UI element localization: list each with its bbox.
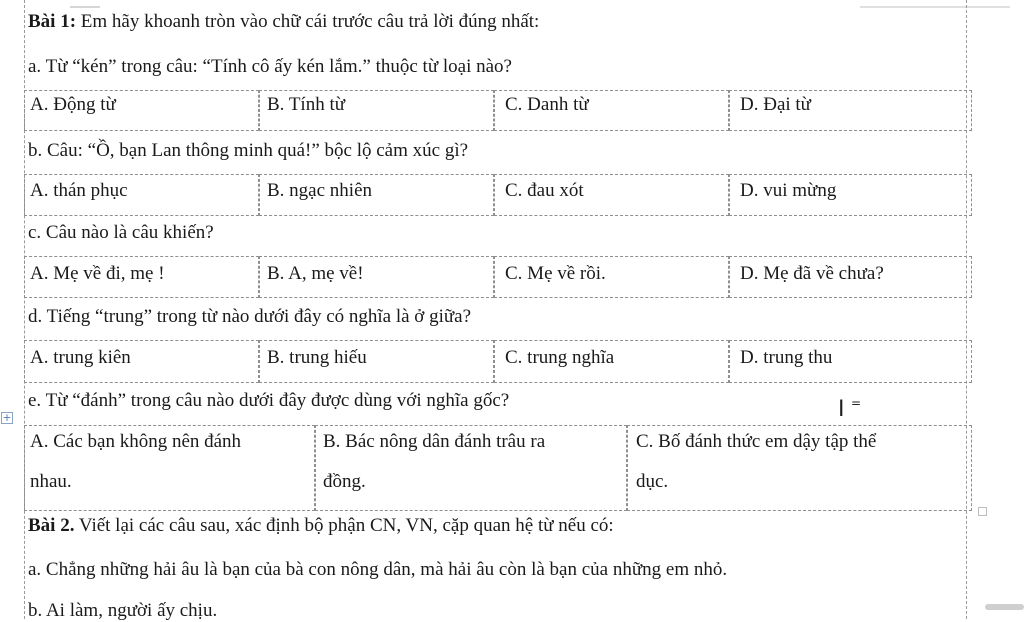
question-c-option-c-cell (494, 256, 729, 298)
exercise2-item-a: a. Chẳng những hải âu là bạn của bà con nông dân, mà hải âu còn là bạn của những em nhỏ. (28, 559, 728, 580)
question-d-option-a[interactable]: A. trung kiên (30, 347, 131, 368)
question-a-option-d-cell (729, 90, 972, 131)
question-a-option-d[interactable]: D. Đại từ (740, 94, 811, 115)
question-b-option-c[interactable]: C. đau xót (505, 180, 584, 201)
cropped-header-right (860, 0, 1010, 8)
question-d-option-a-cell (24, 340, 259, 383)
question-d-option-c[interactable]: C. trung nghĩa (505, 347, 615, 368)
question-c-option-b-cell (259, 256, 494, 298)
question-e-option-c-line2[interactable]: dục. (636, 471, 669, 492)
question-d-option-d[interactable]: D. trung thu (740, 347, 833, 368)
question-c-option-d[interactable]: D. Mẹ đã về chưa? (740, 263, 884, 284)
question-d-option-b[interactable]: B. trung hiếu (267, 347, 367, 368)
scrollbar-thumb[interactable] (985, 604, 1024, 610)
exercise1-instruction: Em hãy khoanh tròn vào chữ cái trước câu trả lời đúng nhất: (76, 11, 540, 32)
question-c-option-a-cell (24, 256, 259, 298)
question-e-text: e. Từ “đánh” trong câu nào dưới đây được dùng với nghĩa gốc? (28, 390, 510, 411)
question-d-text: d. Tiếng “trung” trong từ nào dưới đây có nghĩa là ở giữa? (28, 306, 472, 327)
question-b-option-a[interactable]: A. thán phục (30, 180, 128, 201)
question-e-option-a-cell (24, 425, 315, 511)
question-a-option-c[interactable]: C. Danh từ (505, 94, 589, 115)
question-c-option-c[interactable]: C. Mẹ về rồi. (505, 263, 606, 284)
question-c-option-b[interactable]: B. A, mẹ về! (267, 263, 364, 284)
question-b-option-d-cell (729, 174, 972, 216)
question-a-option-b-cell (259, 90, 494, 131)
question-a-option-c-cell (494, 90, 729, 131)
question-a-option-a[interactable]: A. Động từ (30, 94, 116, 115)
question-c-text: c. Câu nào là câu khiến? (28, 222, 214, 243)
question-b-option-b-cell (259, 174, 494, 216)
question-a-option-b[interactable]: B. Tính từ (267, 94, 346, 115)
exercise1-line (28, 11, 539, 33)
question-e-option-b-cell (315, 425, 627, 511)
text-cursor-icon: I (838, 397, 845, 422)
question-b-text: b. Câu: “Ồ, bạn Lan thông minh quá!” bộc lộ cảm xúc gì? (28, 140, 469, 161)
question-b-option-b[interactable]: B. ngạc nhiên (267, 180, 373, 201)
exercise2-item-b: b. Ai làm, người ấy chịu. (28, 600, 218, 621)
question-e-option-b-line2[interactable]: đồng. (323, 471, 366, 492)
question-d-option-c-cell (494, 340, 729, 383)
question-d-option-d-cell (729, 340, 972, 383)
exercise2-heading: Bài 2. (28, 515, 75, 536)
question-d-option-b-cell (259, 340, 494, 383)
question-b-option-c-cell (494, 174, 729, 216)
question-e-option-a-line2[interactable]: nhau. (30, 471, 72, 492)
cropped-header-left (70, 0, 100, 8)
question-e-option-c-line1[interactable]: C. Bố đánh thức em dậy tập thể (636, 431, 877, 452)
question-b-option-a-cell (24, 174, 259, 216)
question-e-option-b-line1[interactable]: B. Bác nông dân đánh trâu ra (323, 431, 546, 452)
question-c-option-d-cell (729, 256, 972, 298)
question-e-option-a-line1[interactable]: A. Các bạn không nên đánh (30, 431, 242, 452)
exercise1-heading: Bài 1: (28, 11, 77, 32)
question-e-option-c-cell (627, 425, 972, 511)
exercise2-instruction: Viết lại các câu sau, xác định bộ phận CN, VN, cặp quan hệ từ nếu có: (74, 515, 614, 536)
question-b-option-d[interactable]: D. vui mừng (740, 180, 837, 201)
question-a-option-a-cell (24, 90, 259, 131)
table-move-handle-icon[interactable]: + (2, 411, 12, 424)
text-cursor-suffix: = (851, 396, 862, 410)
exercise2-line (28, 515, 614, 537)
table-resize-handle-icon[interactable] (978, 507, 987, 516)
question-c-option-a[interactable]: A. Mẹ về đi, mẹ ! (30, 263, 165, 284)
question-a-text: a. Từ “kén” trong câu: “Tính cô ấy kén lắm.” thuộc từ loại nào? (28, 56, 512, 77)
